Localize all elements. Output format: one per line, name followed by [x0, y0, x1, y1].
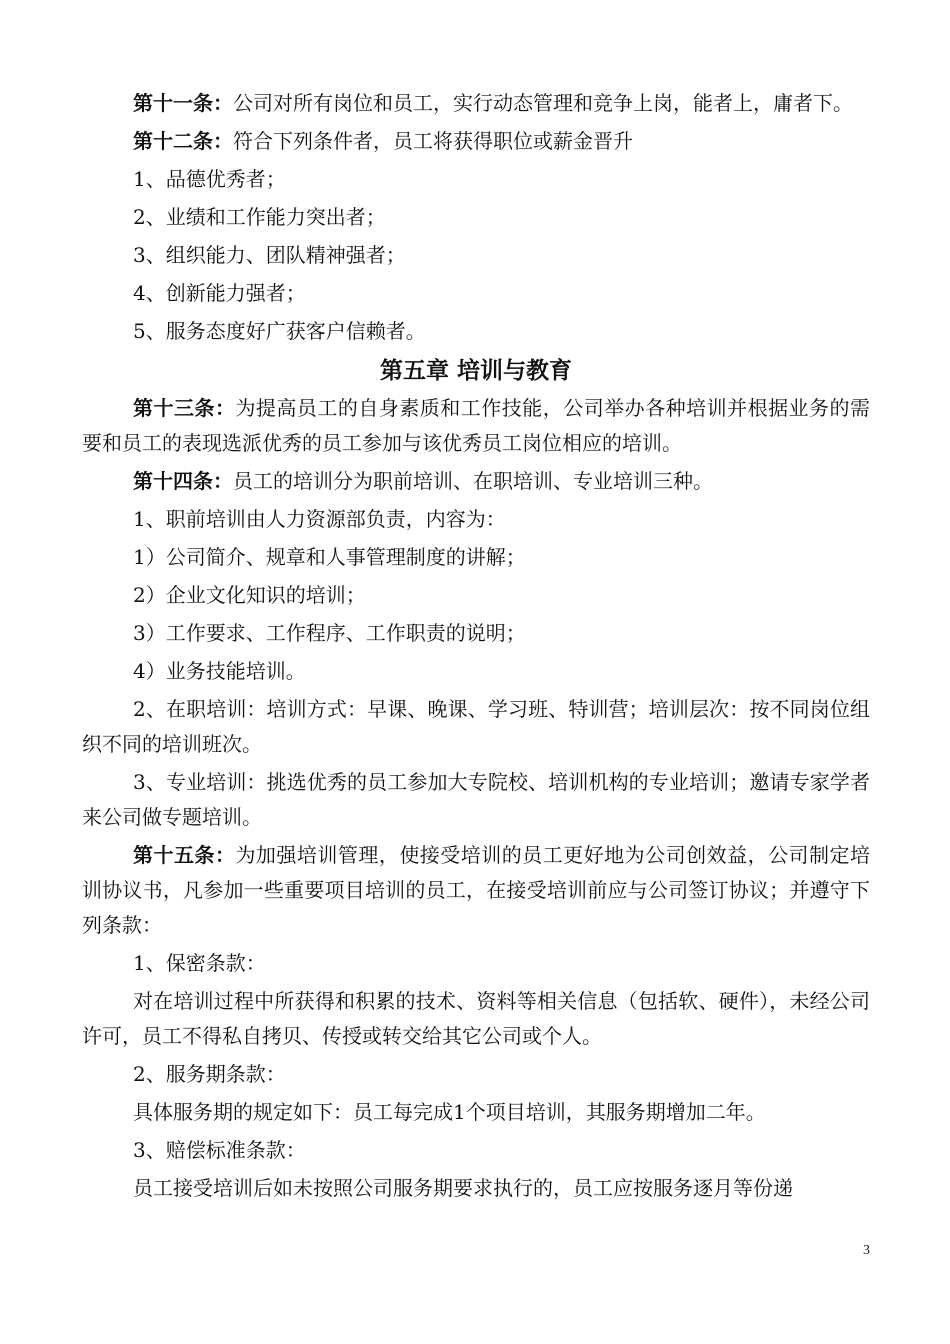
list-item: 1、职前培训由人力资源部负责，内容为： — [133, 507, 506, 531]
article-15 — [82, 838, 870, 943]
clause-text: 员工接受培训后如未按照公司服务期要求执行的，员工应按服务逐月等份递 — [133, 1176, 793, 1200]
article-label: 第十四条： — [133, 469, 233, 493]
clause-text: 对在培训过程中所获得和积累的技术、资料等相关信息（包括软、硬件），未经公司许可，员工不得私自拷贝、传授或转交给其它公司或个人。 — [82, 989, 870, 1048]
clause-heading: 2、服务期条款： — [133, 1062, 286, 1086]
article-text: 公司对所有岗位和员工，实行动态管理和竞争上岗，能者上，庸者下。 — [233, 91, 853, 115]
list-item: 1）公司简介、规章和人事管理制度的讲解； — [133, 545, 526, 569]
article-text: 为提高员工的自身素质和工作技能，公司举办各种培训并根据业务的需要和员工的表现选派优秀的员工参加与该优秀员工岗位相应的培训。 — [82, 396, 871, 455]
clause-text: 具体服务期的规定如下：员工每完成1个项目培训，其服务期增加二年。 — [133, 1100, 766, 1124]
list-item: 3）工作要求、工作程序、工作职责的说明； — [133, 621, 526, 645]
list-item: 3、专业培训：挑选优秀的员工参加大专院校、培训机构的专业培训；邀请专家学者来公司做专题培训。 — [82, 770, 870, 829]
article-label: 第十五条： — [133, 843, 236, 867]
article-text: 为加强培训管理，使接受培训的员工更好地为公司创效益，公司制定培训协议书，凡参加一些重要项目培训的员工，在接受培训前应与公司签订协议；并遵守下列条款： — [82, 843, 871, 937]
chapter-heading: 第五章 培训与教育 — [379, 358, 572, 384]
article-label: 第十一条： — [133, 91, 233, 115]
clause-heading: 3、赔偿标准条款： — [133, 1138, 306, 1162]
list-item: 2、业绩和工作能力突出者； — [133, 205, 386, 229]
list-item: 5、服务态度好广获客户信赖者。 — [133, 319, 426, 343]
article-13 — [82, 391, 870, 461]
article-12 — [82, 124, 870, 159]
list-item: 3、组织能力、团队精神强者； — [133, 243, 406, 267]
clause-heading: 1、保密条款： — [133, 951, 266, 975]
document-page — [82, 86, 870, 1206]
list-item: 2）企业文化知识的培训； — [133, 583, 366, 607]
article-14 — [82, 464, 870, 499]
list-item: 4）业务技能培训。 — [133, 659, 306, 683]
list-item: 2、在职培训：培训方式：早课、晚课、学习班、特训营；培训层次：按不同岗位组织不同的培训班次。 — [82, 697, 870, 756]
list-item: 1、品德优秀者； — [133, 167, 286, 191]
article-text: 员工的培训分为职前培训、在职培训、专业培训三种。 — [233, 469, 713, 493]
list-item: 4、创新能力强者； — [133, 281, 306, 305]
article-text: 符合下列条件者，员工将获得职位或薪金晋升 — [233, 129, 633, 153]
article-label: 第十二条： — [133, 129, 233, 153]
article-11 — [82, 86, 870, 121]
page-number: 3 — [863, 1243, 870, 1258]
article-label: 第十三条： — [133, 396, 236, 420]
